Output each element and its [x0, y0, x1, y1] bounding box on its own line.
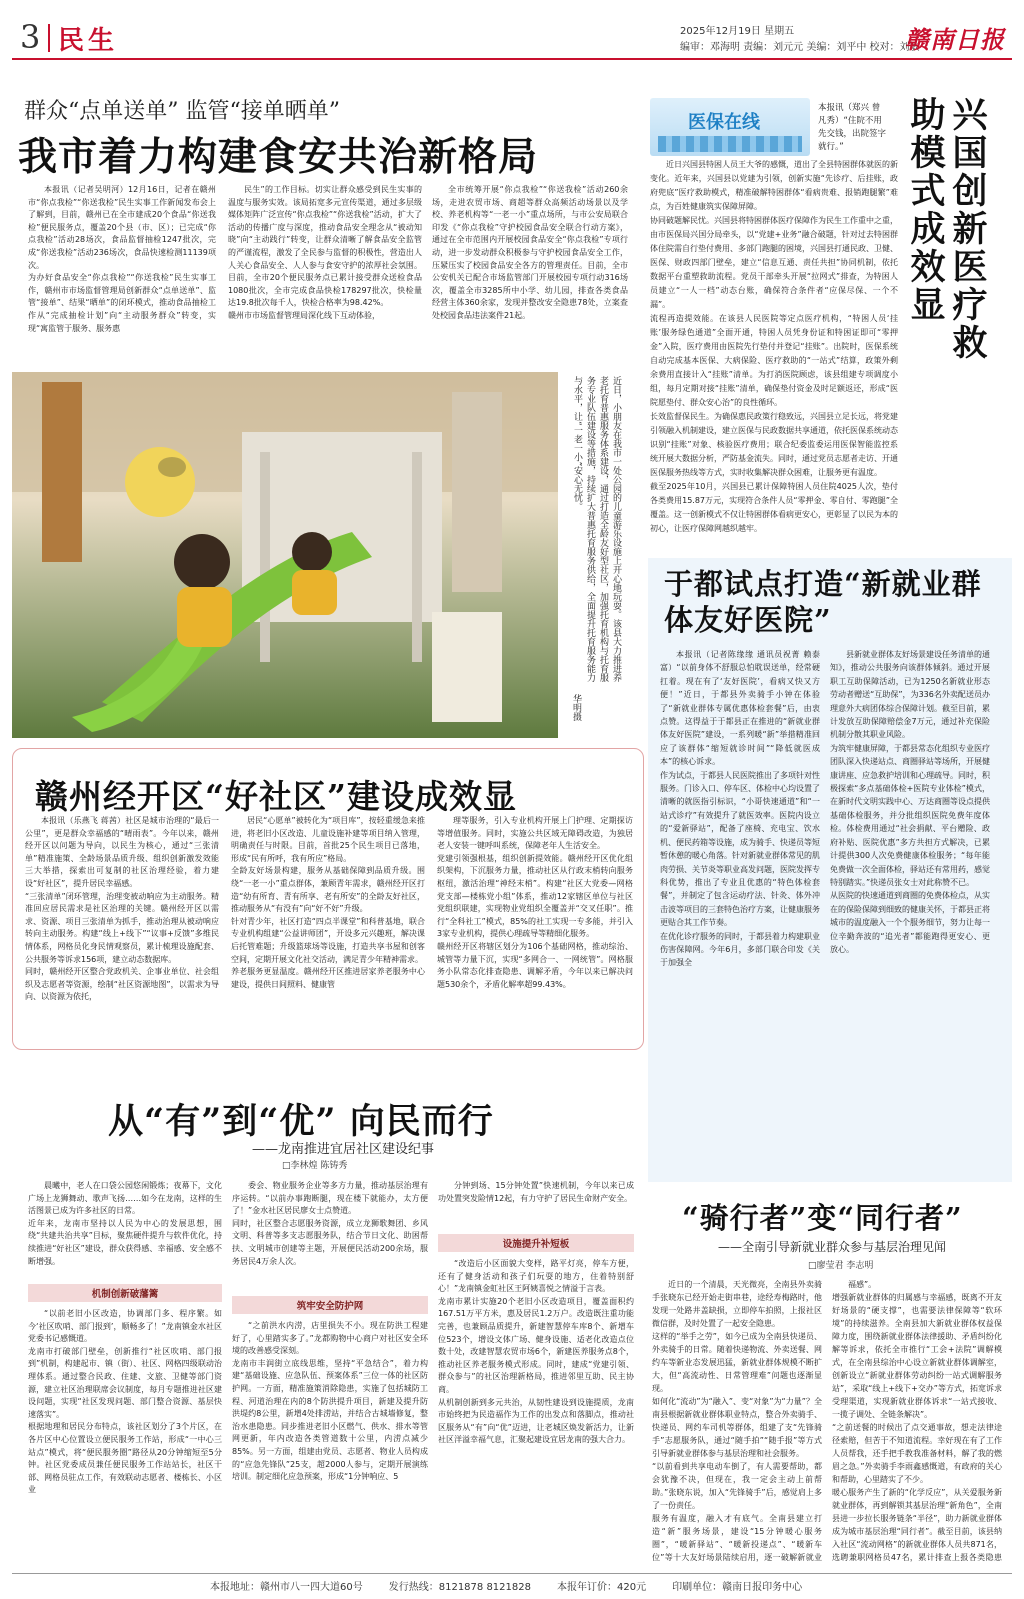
- page-number: 3: [20, 18, 41, 56]
- footer-price: 本报年订价：420元: [557, 1582, 647, 1593]
- section-text: [438, 1258, 634, 1564]
- issue-date: 2025年12月19日 星期五: [680, 26, 795, 37]
- article-column-2: [228, 184, 422, 346]
- article-text: 居民“心愿单”被转化为“项目库”，按轻重缓急来推进，将老旧小区改造、儿童设施补建等项目纳入管理，明确责任与时限。目前，首批25个民生项目已落地，形成“民有所呼，我有所应”格局。 全龄友好场景构建，服务从基础保障到品质升级。围绕“一老一小”重点群体，兼顾青年需求，赣州经开区打造“幼有所育、青有所享、老有所安”的全龄友好社区，推动服务从“有没有”向“好不好”升级。 针对青少年，社区打造“四点半课堂”和科普基地，联合专业机构组建“公益讲师团”，开设多元兴趣班，解决课后托管难题；升级篮球场等设施，打造共享书屋和创客空间，定期开展文化社交活动，满足青少年精神需求。 养老服务更显温度。赣州经开区推进居家养老服务中心建设，提供日间照料、健康管: [231, 816, 425, 989]
- article-text: 理等服务，引入专业机构开展上门护理、定期探访等增值服务。同时，实施公共区域无障碍改造，为独居老人安装一键呼叫系统，保障老年人生活安全。 党建引领强根基，组织创新提效能。赣州经开区优化组织架构，下沉服务力量，推动社区从行政末梢转向服务枢纽，激活治理“神经末梢”。构建“社区大党委—网格党支部—楼栋党小组”体系，推动12家辖区单位与社区党组织联建，实现物业党组织全覆盖并“交叉任职”。推行“全科社工”模式，85%的社工实现一专多能，并引入3家专业机构，提供心理疏导等精细化服务。 赣州经开区将辖区划分为106个基础网格，推动综治、城管等力量下沉，实现“多网合一、一网统管”。网格服务小队常态化排查隐患、调解矛盾，今年以来已解决问题530余个，矛盾化解率超99.43%。: [437, 816, 633, 989]
- section-name: 民生: [58, 26, 119, 56]
- article-text: “之前洪水内涝，店里损失不小。现在防洪工程建好了，心里踏实多了。”龙都购物中心商户对社区安全环境的改善感受深刻。 龙南市丰润街立底线思维，坚持“平急结合”，着力构建“基础设施、应急队伍、预案体系”三位一体的社区防护网。一方面，精准施策消除隐患，实施了包括城防工程、河道治理在内的8个防洪提升项目，新建及提升防洪堤约8公里，新增4处排涝站，并结合古城墙修复，整治水患隐患。同步推进老旧小区燃气、供水、排水等管网更新，年内改造各类管道数十公里，内涝点减少85%。另一方面，组建由党员、志愿者、物业人员构成的“应急先锋队”25支，超2000人参与，定期开展演练培训。制定细化应急预案，形成“1分钟响应、5: [232, 1321, 428, 1482]
- article-title: 于都试点打造“新就业群体友好医院”: [664, 567, 982, 637]
- photo-caption: 近日，小朋友在我市一处公园的儿童游乐设施上开心地玩耍。该县大力推进养老托育普惠服务体系建设，通过打造全龄友好型社区，加强托育机构与托育服务专业队伍建设等措施，持续扩大普惠托育服务供给，全面提升托育服务能力与水平，让“一老一小”安心无忧。: [572, 376, 621, 682]
- article-column-1: [652, 1278, 822, 1566]
- footer: [210, 1578, 910, 1594]
- article-column-1: [28, 184, 216, 346]
- intro-text: [28, 1180, 222, 1280]
- city-skyline: [658, 136, 802, 152]
- footer-rule: [12, 1573, 1012, 1574]
- article-subtitle: ——龙南推进宜居社区建设纪事: [252, 1142, 435, 1157]
- section-subhead: 筑牢安全防护网: [232, 1296, 428, 1314]
- section-text: [438, 1180, 634, 1230]
- article-community: [12, 748, 644, 1050]
- article-column-1: [28, 1180, 222, 1564]
- section-text: [28, 1308, 222, 1564]
- article-text: “以前老旧小区改造，协调部门多、程序繁。如今‘社区吹哨、部门报到’，顺畅多了！”龙南镇金水社区党委书记感慨道。 龙南市打破部门壁垒，创新推行“社区吹哨、部门报到”机制，构建起市、镇（街）、社区、网格四级联动治理体系。通过整合民政、住建、文旅、卫健等部门资源，建立社区治理联席会议制度，每月专题推进社区建设问题，实现“社区发现问题、部门整合资源、基层快速落实”。 根据地理和居民分布特点，该社区划分了3个片区，在各片区中心位置设立便民服务工作站，形成“一中心三站点”模式，将“便民服务圈”路径从20分钟缩短至5分钟。社区党委成员兼任便民服务工作站站长，社区干部、网格员驻点工作，有效联动志愿者、楼栋长、小区业: [28, 1309, 222, 1495]
- article-column-2: [830, 648, 990, 1018]
- article-food-safety: [12, 66, 632, 366]
- section-subhead: 机制创新破藩篱: [28, 1284, 222, 1302]
- medical-title: 兴国创新医疗救助模式成效显: [905, 96, 988, 362]
- article-column-3: [438, 1180, 634, 1564]
- article-text: 全市统筹开展“你点我检”“你送我检”活动260余场，走进农贸市场、商超等群众高频活动场景以及学校、养老机构等“一老一小”重点场所，与市公安局联合印发《“你点我检”守护校园食品安全联合行动方案》，通过在全市范围内开展校园食品安全“你点我检”专项行动，进一步发动群众积极参与守护校园食品安全工作，压紧压实了校园食品安全各方的管理责任。目前，全市公安机关已配合市场监管部门开展校园专项行动316场次，覆盖全市3285所中小学、幼儿园，排查各类食品经营主体360余家，发现并整改安全隐患78处，立案查处校园食品违法案件21起。: [432, 185, 628, 320]
- article-kicker: 群众“点单送单” 监管“接单晒单”: [24, 99, 340, 124]
- article-text: “改造后小区面貌大变样，路平灯亮，停车方便，还有了健身活动和孩子们玩耍的地方，住着特别舒心！”龙南镇金虹社区王阿姨喜悦之情溢于言表。 龙南市累计实施20个老旧小区改造项目，覆盖面积约167.51万平方米，惠及居民1.2万户。改造既注重功能完善，也兼顾品质提升，新建智慧停车库8个、新增车位523个，增设文体广场、健身设施、适老化改造点位数十处，改建智慧农贸市场6个，新建医养服务点8个，推动社区养老服务模式形成。同时，建成“党建引领、群众参与”的社区治理新格局，推进邻里互助、民主协商。 从机制创新到多元共治，从韧性建设到设施提质，龙南市始终把为民造福作为工作的出发点和落脚点，推动社区服务从“有”向“优”迈进，让老城区焕发新活力，让新社区洋溢幸福气息，汇聚起建设宜居龙南的强大合力。: [438, 1259, 634, 1445]
- page-number-separator: [48, 24, 50, 52]
- article-text: 福感”。 增强新就业群体的归属感与幸福感，既离不开友好场景的“硬支撑”，也需要法律保障等“软环境”的持续滋养。全南县加大新就业群体权益保障力度，围绕新就业群体法律援助、矛盾纠纷化解等诉求，依托全市推行“工会+法院”调解模式，在全南县综治中心设立新就业群体调解室，创新设立“新就业群体劳动纠纷一站式调解服务站”，采取“线上+线下+交办”等方式，拓宽诉求受理渠道，实现新就业群体诉求“一站式接收、一揽子调处、全链条解决”。 “之前送餐的时候出了点交通事故，想走法律途径索赔，但苦于不知道流程。幸好现在有了工作人员帮我，还手把手教我准备材料，解了我的燃眉之急。”外卖骑手李雨鑫感慨道，有政府的关心和帮助，心里踏实了不少。 暖心服务产生了新的“化学反应”，从关爱服务新就业群体，再到解锁其基层治理“新角色”，全南县进一步拉长服务链条“半径”，助力新就业群体成为城市基层治理“同行者”。截至目前，该县纳入社区“流动网格”的新就业群体人员共871名，选聘兼职网格员47名，累计排查上报各类隐患: [832, 1280, 1002, 1562]
- article-text: 本报讯（记者陈缘缘 通讯员祝菁 赖泰富）“以前身体不舒服总怕耽误送单，经常硬扛着。现在有了‘友好医院’，看病又快又方便！”近日，于都县外卖骑手小钟在体验了“新就业群体专属优惠体检套餐”后，由衷点赞。这得益于于都县正在推进的“新就业群体友好医院”建设，一系列暖“新”举措精准回应了该群体“缩短就诊时间”“降低就医成本”的核心诉求。 作为试点，于都县人民医院推出了多项针对性服务。门诊入口、停车区、体检中心均设置了清晰的就医指引标识，“小哥快速通道”和“一站式诊疗”有效提升了就医效率。医院内设立的“爱新驿站”，配备了座椅、充电宝、饮水机、便民药箱等设施，成为骑手、快递员等短暂休憩的暖心角落。针对新就业群体常见的肌肉劳损、关节炎等职业高发问题，医院发挥专科优势，推出了专业且优惠的“特色体检套餐”，并制定了包含运动疗法、针灸、体外冲击波等项目的三套特色治疗方案，让健康服务更贴合其工作节奏。 在优化诊疗服务的同时，于都县着力构建职业伤害保障网。今年6月，多部门联合印发《关于加强全: [660, 650, 820, 968]
- medical-banner: [650, 98, 810, 156]
- article-column-2: [231, 815, 425, 1047]
- article-column-2: [832, 1278, 1002, 1566]
- medical-lead: [818, 102, 888, 162]
- article-text: 委会、物业服务企业等多方力量，推动基层治理有序运转。“以前办事跑断腿，现在楼下就能办，太方便了！”金水社区居民廖女士点赞道。 同时，社区整合志愿服务资源，成立龙狮歌舞团、乡风文明、科普等多支志愿服务队，结合节日文化、助困帮扶、文明城市创建等主题，开展便民活动200余场，服务居民4万余人次。: [232, 1181, 428, 1266]
- article-column-3: [437, 815, 633, 1047]
- article-text: 近日的一个清晨，天光微亮，全南县外卖骑手张晓东已经开始走街串巷，途经寿梅路时，他发现一处路井盖缺损，立即停车拍照，上报社区微信群，及时处置了一起安全隐患。 这样的“举手之劳”，如今已成为全南县快递员、外卖骑手的日常。随着快递物流、外卖送餐、网约车等新业态发展迅猛，新就业群体规模不断扩大，但“高流动性、日常管理难”问题也逐渐显现。 如何化“流动”为“融入”、变“对象”为“力量”？全南县根据新就业群体职业特点，整合外卖骑手、快递员、网约车司机等群体，组建了支“先锋骑手”志愿服务队，通过“随手拍”“随手报”等方式引导新就业群体参与基层治理和社会服务。 “以前看到共享电动车倒了，有人需要帮助，都会犹豫不决，但现在，我一定会主动上前帮助。”张晓东说，加入“先锋骑手”后，感觉肩上多了一份责任。 服务有温度，融入才有底气。全南县建立打造“新”服务场景，建设“15分钟暖心服务圈”，“暖新驿站”、“暖新投递点”、“暖新车位”等十大友好场景陆续启用，逐一破解新就业: [652, 1280, 822, 1562]
- article-longnan: [12, 1060, 642, 1566]
- article-text: 本报讯（记者吴明河）12月16日，记者在赣州市“你点我检”“你送我检”民生实事工作新闻发布会上了解到，目前，赣州已在全市建成20个食品“你送我检”便民服务点，覆盖20个县（市、区）；已完成“你点我检”活动28场次，食品监督抽检1247批次，完成“你送我检”活动236场次，食品快速检测11139项次。 为办好食品安全“你点我检”“你送我检”民生实事工作，赣州市市场监督管理局创新群众“点单送单”、监管“接单”、结果“晒单”的闭环模式，推动食品抽检工作从“完成抽检计划”向“主动服务群众”转变，实现“寓监管于服务、服务惠: [28, 185, 216, 333]
- footer-hotline: 发行热线：8121878 8121828: [388, 1582, 531, 1593]
- article-yudu: [648, 558, 1012, 1182]
- banner-title: 医保在线: [688, 112, 760, 133]
- photo-credit: 华明摄: [571, 694, 581, 721]
- article-text: 民生”的工作目标。切实让群众感受到民生实事的温度与服务实效。该局拓宽多元宣传渠道，通过多层级媒体矩阵广泛宣传“你点我检”“你送我检”活动，扩大了活动的传播广度与深度，推动食品安全理念从“被动知晓”向“主动践行”转变，让群众清晰了解食品安全监管的严谨流程，激发了全民参与监督的积极性，营造出人人关心食品安全、人人参与食安守护的浓厚社会氛围。目前，全市20个便民服务点已累计接受群众送检食品1080批次，全市完成食品快检178297批次，快检量达19.8批次每千人，快检合格率为98.42%。 赣州市市场监督管理局深化线下互动体验，: [228, 185, 422, 320]
- footer-address: 本报地址：赣州市八一四大道60号: [210, 1582, 363, 1593]
- section-text: [232, 1180, 428, 1292]
- section-subhead: 设施提升补短板: [438, 1234, 634, 1252]
- article-column-1: [660, 648, 820, 1018]
- masthead: [0, 0, 1024, 60]
- article-text: 晨曦中，老人在口袋公园悠闲锻炼；夜幕下，文化广场上龙狮舞动、歌声飞扬……如今在龙南，这样的生活图景已成为许多社区的日常。 近年来，龙南市坚持以人民为中心的发展思想，围绕“共建共治共享”目标，聚焦硬件提升与软件优化，持续推进“好社区”建设，群众获得感、幸福感、安全感不断增强。: [28, 1181, 222, 1266]
- article-text: 本报讯（乐燕飞 蒋茜）社区是城市治理的“最后一公里”，更是群众幸福感的“晴雨表”。今年以来，赣州经开区以问题为导向，以民生为核心，通过“三张清单”精准施策、全龄场景品质升级、组织创新激发效能三大举措，探索出可复制的社区治理经验，着力建设“好社区”，提升居民幸福感。 “三张清单”闭环管理，治理变被动响应为主动服务。精准回应居民需求是社区治理的关键。赣州经开区以需求、资源、项目三张清单为抓手，推动治理从被动响应转向主动服务。构建“线上+线下”“议事+反馈”多维民情体系，网格员化身民情观察员，累计梳理设施配套、公共服务等诉求156项，建立动态数据库。 同时，赣州经开区整合党政机关、企事业单位、社会组织及志愿者等资源，绘制“社区资源地图”，以需求为导向、以资源为依托，: [25, 816, 219, 1002]
- editor-credits: 编审：邓海明 责编：刘元元 美编：刘平中 校对：刘敏: [680, 42, 920, 53]
- article-rider: [648, 1196, 1012, 1566]
- lead-text: 本报讯（郑兴 曾凡秀）“住院不用先交钱，出院签字就行。”: [818, 103, 887, 152]
- article-title: 从“有”到“优” 向民而行: [108, 1101, 494, 1142]
- playground-illustration: [12, 372, 558, 738]
- article-title: 我市着力构建食安共治新格局: [18, 134, 539, 180]
- article-title: “骑行者”变“同行者”: [682, 1201, 963, 1235]
- footer-printer: 印刷单位：赣南日报印务中心: [672, 1582, 803, 1593]
- article-medical: [640, 66, 1020, 546]
- paper-logo: 赣南日报: [905, 25, 1005, 54]
- article-text: 分钟到场、15分钟处置”快速机制，今年以来已成功处置突发险情12起，有力守护了居民生命财产安全。: [438, 1181, 634, 1203]
- article-text: 县新就业群体友好场景建设任务清单的通知》，推动公共服务向该群体倾斜。通过开展职工互助保障活动，已为1250名新就业形态劳动者赠送“互助保”，为336名外卖配送员办理意外大病团体综合保障计划。截至目前，累计发放互助保障赔偿金7万元，通过补充保险机制分散其职业风险。 为筑牢健康屏障，于都县常态化组织专业医疗团队深入快递站点、商圈驿站等场所，开展健康讲座、应急救护培训和心理疏导。同时，积极探索“多点基础体检+医院专业体检”模式，在新时代文明实践中心、万达商圈等设点提供基础体检服务，并分批组织医院免费年度体检。体检费用通过“社会捐献、平台赠险、政府补贴、医院优惠”多方共担方式解决，已累计提供300人次免费健康体检服务；“每年能免费做一次全面体检，驿站还有常用药，感觉特别踏实。”快递员张女士对此称赞不已。 从医院的快速通道到商圈的免费体检点，从实在的保险保障到细致的健康关怀，于都县正将城市的温度融入一个个服务细节，努力让每一位辛勤奔波的“追光者”都能跑得更安心、更放心。: [830, 650, 990, 954]
- medical-body: [650, 158, 898, 548]
- article-byline: □廖莹君 李志明: [808, 1261, 874, 1271]
- news-photo: [12, 372, 558, 738]
- article-column-3: [432, 184, 628, 346]
- section-text: [232, 1320, 428, 1564]
- article-column-1: [25, 815, 219, 1047]
- article-column-2: [232, 1180, 428, 1564]
- article-title: 赣州经开区“好社区”建设成效显: [35, 777, 517, 816]
- article-subtitle: ——全南引导新就业群众参与基层治理见闻: [718, 1240, 947, 1254]
- masthead-rule: [12, 58, 1012, 60]
- article-text: 近日兴国县特困人员王大爷的感慨，道出了全县特困群体就医的新变化。近年来，兴国县以党建为引领，创新实施“先诊疗、后挂账，政府兜底”医疗救助模式，精准破解特困群体“看病贵难、报销跑腿繁”难点，为百姓健康筑实保障屏障。 协同破题解民忧。兴国县将特困群体医疗保障作为民生工作重中之重，由市医保局兴国分局牵头，以“党建+业务”融合破题，针对过去特困群体住院需自行垫付费用、多部门跑腿的困境，兴国县打通民政、卫健、医保、财政四部门壁垒，建立“信息互通、责任共担”协同机制，依托数据平台重塑救助流程。党员干部牵头开展“拉网式”排查，为特困人员建立“一人一档”动态台账，确保符合条件者“应保尽保、一个不漏”。 流程再造提效能。在该县人民医院等定点医疗机构，“特困人员‘挂账’服务绿色通道”全面开通，特困人员凭身份证和特困证即可“零押金”入院，医疗费用由医院先行垫付并登记“挂账”。出院时，医保系统自动完成基本医保、大病保险、医疗救助的“一站式”结算，政策外剩余费用直接计入“挂账”清单。为打消医院顾虑，该县组建专项调度小组，每月定期对接“挂账”清单，确保垫付资金及时足额返还，形成“医院愿垫付、群众安心治”的良性循环。 长效监督保民生。为确保惠民政策行稳致远，兴国县立足长远，将党建引领融入机制建设，建立医保与民政数据共享通道，依托医保系统动态识别“挂账”对象、核验医疗费用；联合纪委监委运用医保智能监控系统开展大数据分析，严防基金流失。同时，通过党员志愿者走访、开通医保服务热线等方式，实时收集解决群众困难，让服务更有温度。 截至2025年10月，兴国县已累计保障特困人员住院4025人次，垫付各类费用15.87万元，实现符合条件人员“零押金、零自付、零跑腿”全覆盖。这一创新模式不仅让特困群体看病更安心，更彰显了以民为本的初心，让医疗保障网越织越牢。: [650, 160, 898, 533]
- article-byline: □李林煌 陈铸秀: [282, 1161, 348, 1171]
